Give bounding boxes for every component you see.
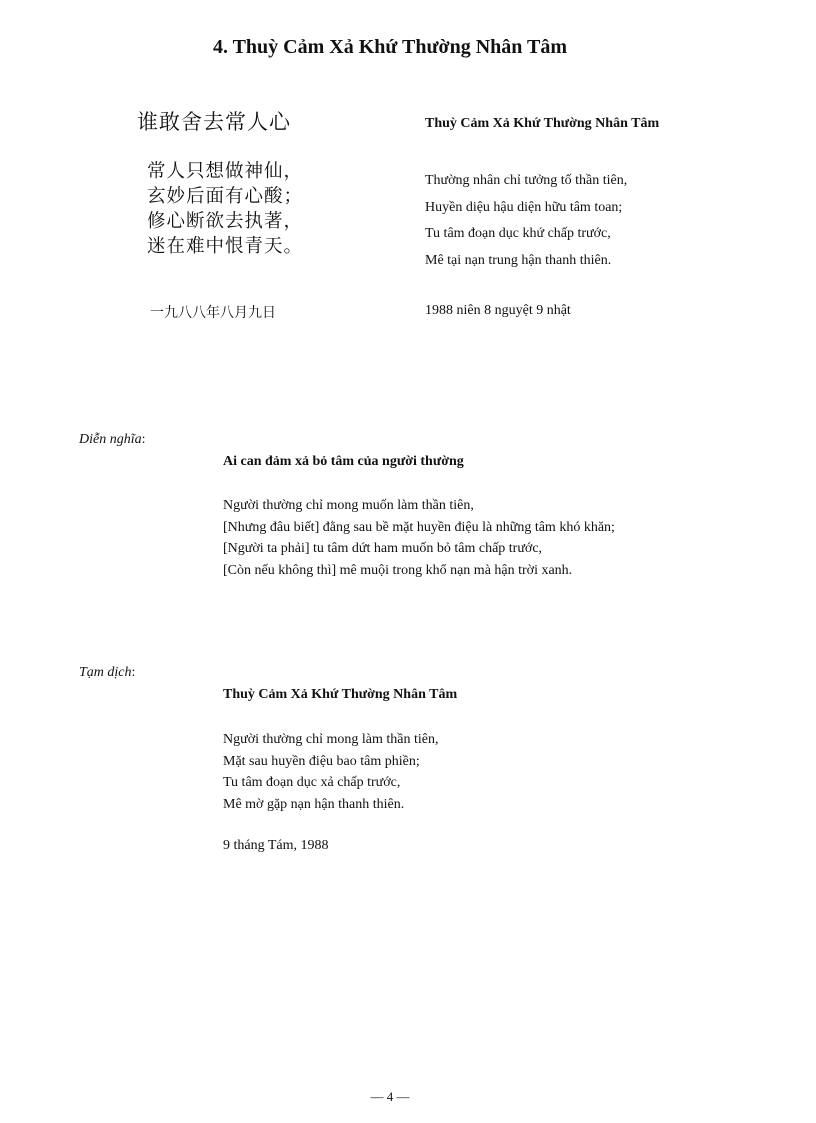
explanation-line: Người thường chỉ mong muốn làm thần tiên, bbox=[223, 498, 474, 513]
transliteration-line: Tu tâm đoạn dục khứ chấp trước, bbox=[425, 226, 611, 241]
chinese-poem-line: 修心断欲去执著， bbox=[147, 211, 304, 232]
page-number: — 4 — bbox=[370, 1089, 410, 1104]
translation-label-colon: : bbox=[131, 665, 136, 680]
translation-line: Mê mờ gặp nạn hận thanh thiên. bbox=[223, 796, 405, 812]
chinese-poem-title: 谁敢舍去常人心 bbox=[137, 110, 291, 134]
explanation-title: Ai can đảm xả bỏ tâm của người thường bbox=[223, 454, 464, 469]
translation-label bbox=[79, 665, 135, 681]
chinese-poem-date: 一九八八年八月九日 bbox=[150, 305, 276, 321]
explanation-line: [Người ta phải] tu tâm dứt ham muốn bỏ tâm chấp trước, bbox=[223, 541, 543, 556]
chinese-poem-line: 常人只想做神仙， bbox=[147, 161, 304, 182]
explanation-label-colon: : bbox=[141, 432, 146, 447]
translation-label-text: Tạm dịch bbox=[79, 665, 132, 680]
translation-line: Tu tâm đoạn dục xả chấp trước, bbox=[223, 775, 401, 790]
transliteration-line: Mê tại nạn trung hận thanh thiên. bbox=[425, 252, 612, 268]
transliteration-date: 1988 niên 8 nguyệt 9 nhật bbox=[425, 303, 571, 318]
translation-date: 9 tháng Tám, 1988 bbox=[223, 838, 329, 853]
explanation-line: [Còn nếu không thì] mê muội trong khổ nạn mà hận trời xanh. bbox=[223, 562, 573, 578]
explanation-body bbox=[223, 495, 615, 581]
page-title: 4. Thuỳ Cảm Xả Khứ Thường Nhân Tâm bbox=[212, 36, 568, 58]
explanation-label bbox=[79, 432, 146, 448]
explanation-line: [Nhưng đâu biết] đằng sau bề mặt huyền điệu là những tâm khó khăn; bbox=[223, 519, 615, 535]
translation-body bbox=[223, 729, 438, 815]
translation-line: Mặt sau huyền điệu bao tâm phiền; bbox=[223, 753, 420, 769]
transliteration-line: Thường nhân chỉ tưởng tố thần tiên, bbox=[425, 173, 628, 188]
explanation-label-text: Diễn nghĩa bbox=[79, 432, 142, 447]
translation-title: Thuỳ Cảm Xả Khứ Thường Nhân Tâm bbox=[223, 687, 458, 702]
chinese-poem-line: 玄妙后面有心酸； bbox=[147, 186, 304, 207]
transliteration-line: Huyền diệu hậu diện hữu tâm toan; bbox=[425, 199, 623, 215]
translation-line: Người thường chỉ mong làm thần tiên, bbox=[223, 732, 439, 747]
chinese-poem-body bbox=[147, 159, 303, 259]
transliteration-title: Thuỳ Cảm Xả Khứ Thường Nhân Tâm bbox=[425, 116, 660, 131]
chinese-poem-line: 迷在难中恨青天。 bbox=[147, 236, 304, 257]
transliteration-body bbox=[425, 168, 627, 274]
